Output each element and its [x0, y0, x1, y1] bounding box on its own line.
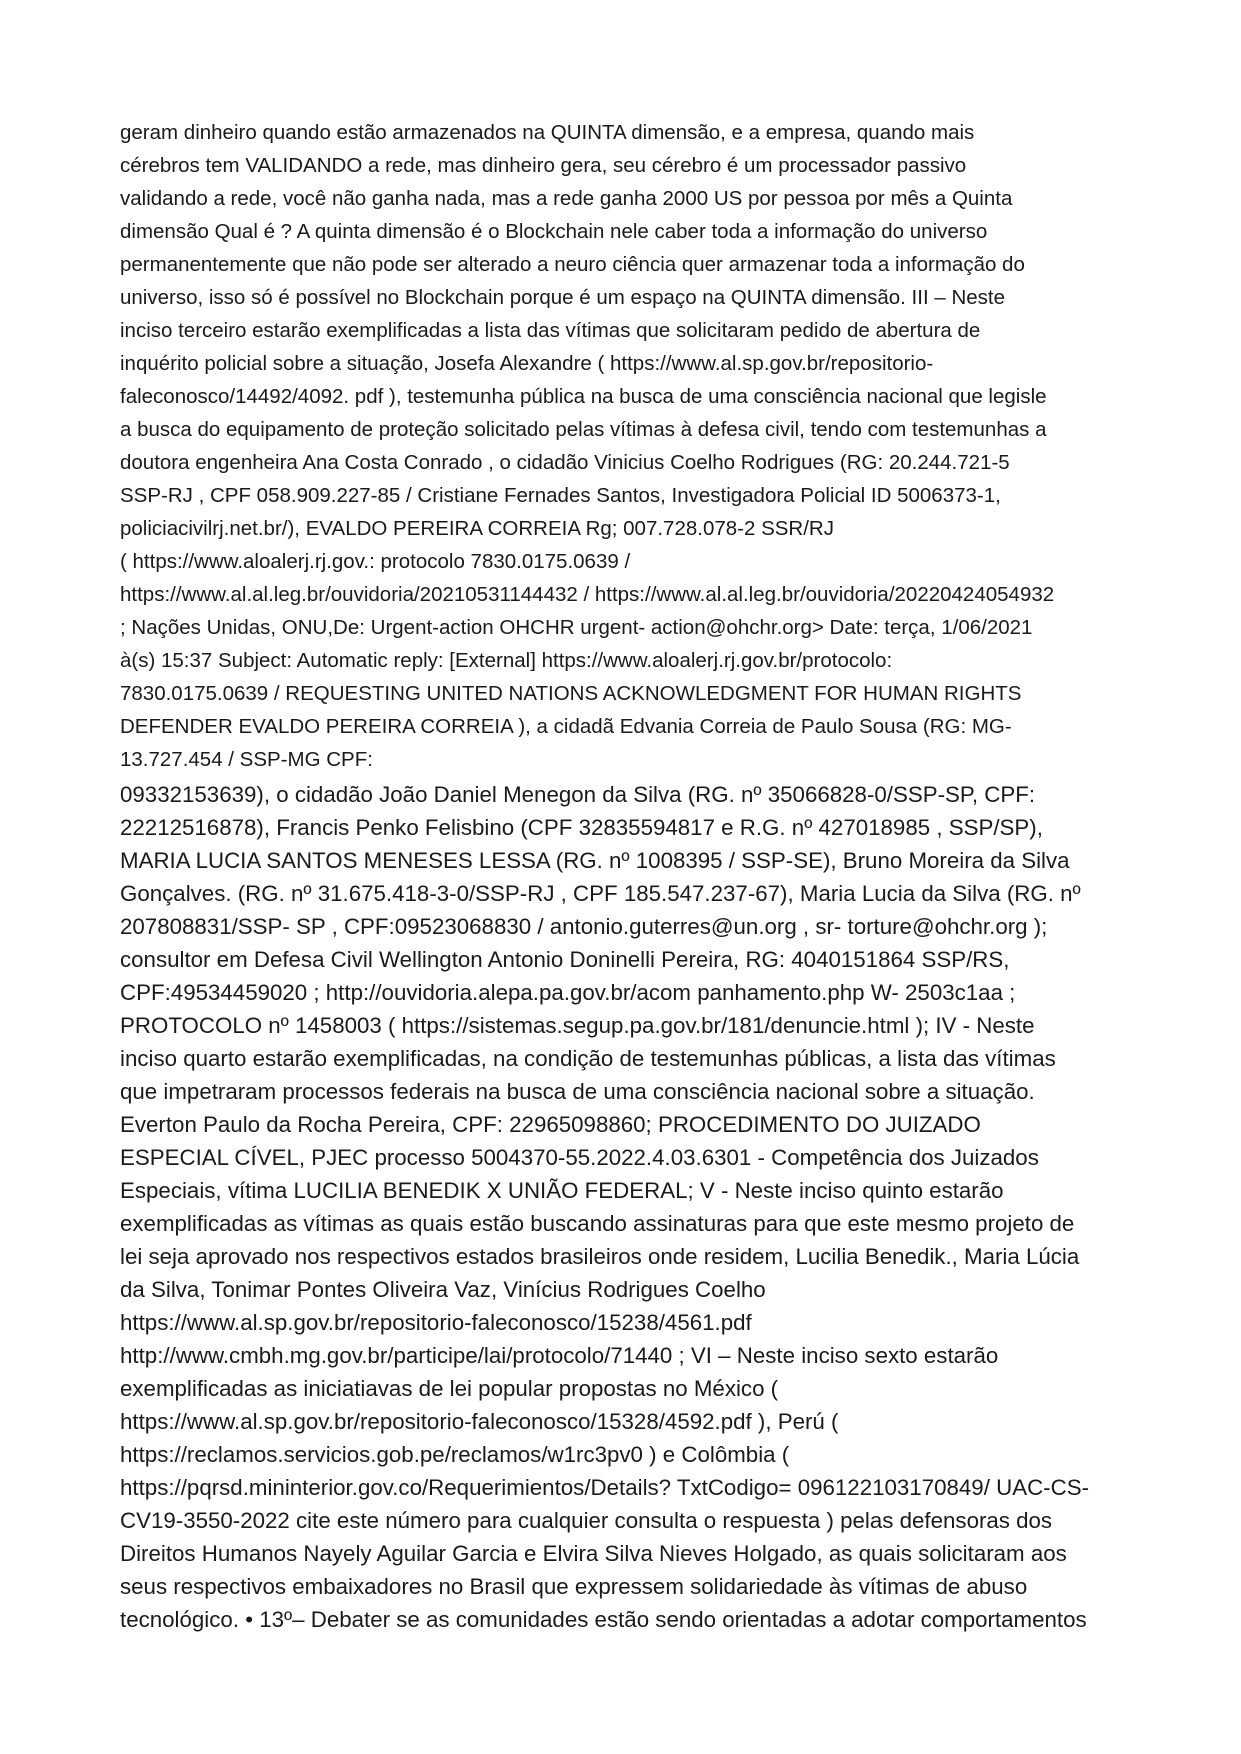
text-line: Direitos Humanos Nayely Aguilar Garcia e Elvira Silva Nieves Holgado, as quais solicitaram aos: [120, 1541, 1067, 1566]
text-line: Everton Paulo da Rocha Pereira, CPF: 22965098860; PROCEDIMENTO DO JUIZADO: [120, 1112, 981, 1137]
text-line: da Silva, Tonimar Pontes Oliveira Vaz, Vinícius Rodrigues Coelho: [120, 1277, 766, 1302]
text-line: inciso quarto estarão exemplificadas, na condição de testemunhas públicas, a lista das vítimas: [120, 1046, 1056, 1071]
text-line: faleconosco/14492/4092. pdf ), testemunha pública na busca de uma consciência nacional que legisle: [120, 385, 1047, 408]
text-line: seus respectivos embaixadores no Brasil que expressem solidariedade às vítimas de abuso: [120, 1574, 1028, 1599]
text-line: consultor em Defesa Civil Wellington Antonio Doninelli Pereira, RG: 4040151864 SSP/RS,: [120, 947, 1010, 972]
text-line: que impetraram processos federais na busca de uma consciência nacional sobre a situação.: [120, 1079, 1035, 1104]
text-line: 7830.0175.0639 / REQUESTING UNITED NATIONS ACKNOWLEDGMENT FOR HUMAN RIGHTS: [120, 682, 1022, 705]
text-line: https://www.al.sp.gov.br/repositorio-faleconosco/15238/4561.pdf: [120, 1310, 752, 1335]
text-line: tecnológico. • 13º– Debater se as comunidades estão sendo orientadas a adotar comportamentos: [120, 1607, 1087, 1632]
text-line: cérebros tem VALIDANDO a rede, mas dinheiro gera, seu cérebro é um processador passivo: [120, 154, 967, 177]
text-line: ; Nações Unidas, ONU,De: Urgent-action OHCHR urgent- action@ohchr.org> Date: terça, 1/06/2021: [120, 616, 1033, 639]
text-line: PROTOCOLO nº 1458003 ( https://sistemas.segup.pa.gov.br/181/denuncie.html ); IV - Neste: [120, 1013, 1035, 1038]
text-line: permanentemente que não pode ser alterado a neuro ciência quer armazenar toda a informação do: [120, 253, 1025, 276]
text-line: ESPECIAL CÍVEL, PJEC processo 5004370-55.2022.4.03.6301 - Competência dos Juizados: [120, 1145, 1039, 1170]
text-line: CV19-3550-2022 cite este número para cualquier consulta o respuesta ) pelas defensoras dos: [120, 1508, 1053, 1533]
text-line: exemplificadas as iniciatiavas de lei popular propostas no México (: [120, 1376, 779, 1401]
text-line: https://www.al.sp.gov.br/repositorio-faleconosco/15328/4592.pdf ), Perú (: [120, 1409, 839, 1434]
text-line: doutora engenheira Ana Costa Conrado , o cidadão Vinicius Coelho Rodrigues (RG: 20.244.721-5: [120, 451, 1010, 474]
text-line: 207808831/SSP- SP , CPF:09523068830 / antonio.guterres@un.org , sr- torture@ohchr.org );: [120, 914, 1048, 939]
text-line: https://www.al.al.leg.br/ouvidoria/20210531144432 / https://www.al.al.leg.br/ouvidoria/20220424054932: [120, 583, 1055, 606]
text-line: 22212516878), Francis Penko Felisbino (CPF 32835594817 e R.G. nº 427018985 , SSP/SP),: [120, 815, 1043, 840]
text-line: universo, isso só é possível no Blockchain porque é um espaço na QUINTA dimensão. III – Neste: [120, 286, 1005, 309]
text-line: SSP-RJ , CPF 058.909.227-85 / Cristiane Fernades Santos, Investigadora Policial ID 5006373-1,: [120, 484, 1001, 507]
text-line: http://www.cmbh.mg.gov.br/participe/lai/protocolo/71440 ; VI – Neste inciso sexto estarão: [120, 1343, 999, 1368]
text-line: inciso terceiro estarão exemplificadas a lista das vítimas que solicitaram pedido de abertura de: [120, 319, 981, 342]
text-line: DEFENDER EVALDO PEREIRA CORREIA ), a cidadã Edvania Correia de Paulo Sousa (RG: MG-: [120, 715, 1012, 738]
text-line: https://pqrsd.mininterior.gov.co/Requerimientos/Details? TxtCodigo= 096122103170849/ UAC-CS-: [120, 1475, 1089, 1500]
text-line: 09332153639), o cidadão João Daniel Menegon da Silva (RG. nº 35066828-0/SSP-SP, CPF:: [120, 782, 1036, 807]
text-line: Gonçalves. (RG. nº 31.675.418-3-0/SSP-RJ , CPF 185.547.237-67), Maria Lucia da Silva (RG. nº: [120, 881, 1081, 906]
text-line: https://reclamos.servicios.gob.pe/reclamos/w1rc3pv0 ) e Colômbia (: [120, 1442, 790, 1467]
paragraph-large-text: [120, 778, 1130, 1636]
text-line: exemplificadas as vítimas as quais estão buscando assinaturas para que este mesmo projeto de: [120, 1211, 1075, 1236]
text-line: ( https://www.aloalerj.rj.gov.: protocolo 7830.0175.0639 /: [120, 550, 631, 573]
text-line: Especiais, vítima LUCILIA BENEDIK X UNIÃO FEDERAL; V - Neste inciso quinto estarão: [120, 1178, 1004, 1203]
text-line: MARIA LUCIA SANTOS MENESES LESSA (RG. nº 1008395 / SSP-SE), Bruno Moreira da Silva: [120, 848, 1070, 873]
text-line: geram dinheiro quando estão armazenados na QUINTA dimensão, e a empresa, quando mais: [120, 121, 975, 144]
text-line: inquérito policial sobre a situação, Josefa Alexandre ( https://www.al.sp.gov.br/repositorio-: [120, 352, 934, 375]
text-line: dimensão Qual é ? A quinta dimensão é o Blockchain nele caber toda a informação do universo: [120, 220, 988, 243]
paragraph-small-text: [120, 116, 1130, 776]
text-line: à(s) 15:37 Subject: Automatic reply: [External] https://www.aloalerj.rj.gov.br/protocolo:: [120, 649, 893, 672]
text-line: 13.727.454 / SSP-MG CPF:: [120, 748, 373, 771]
text-line: lei seja aprovado nos respectivos estados brasileiros onde residem, Lucilia Benedik., Maria Lúcia: [120, 1244, 1080, 1269]
text-line: policiacivilrj.net.br/), EVALDO PEREIRA CORREIA Rg; 007.728.078-2 SSR/RJ: [120, 517, 834, 540]
text-line: CPF:49534459020 ; http://ouvidoria.alepa.pa.gov.br/acom panhamento.php W- 2503c1aa ;: [120, 980, 1016, 1005]
text-line: a busca do equipamento de proteção solicitado pelas vítimas à defesa civil, tendo com testemunhas a: [120, 418, 1047, 441]
text-line: validando a rede, você não ganha nada, mas a rede ganha 2000 US por pessoa por mês a Quinta: [120, 187, 1013, 210]
